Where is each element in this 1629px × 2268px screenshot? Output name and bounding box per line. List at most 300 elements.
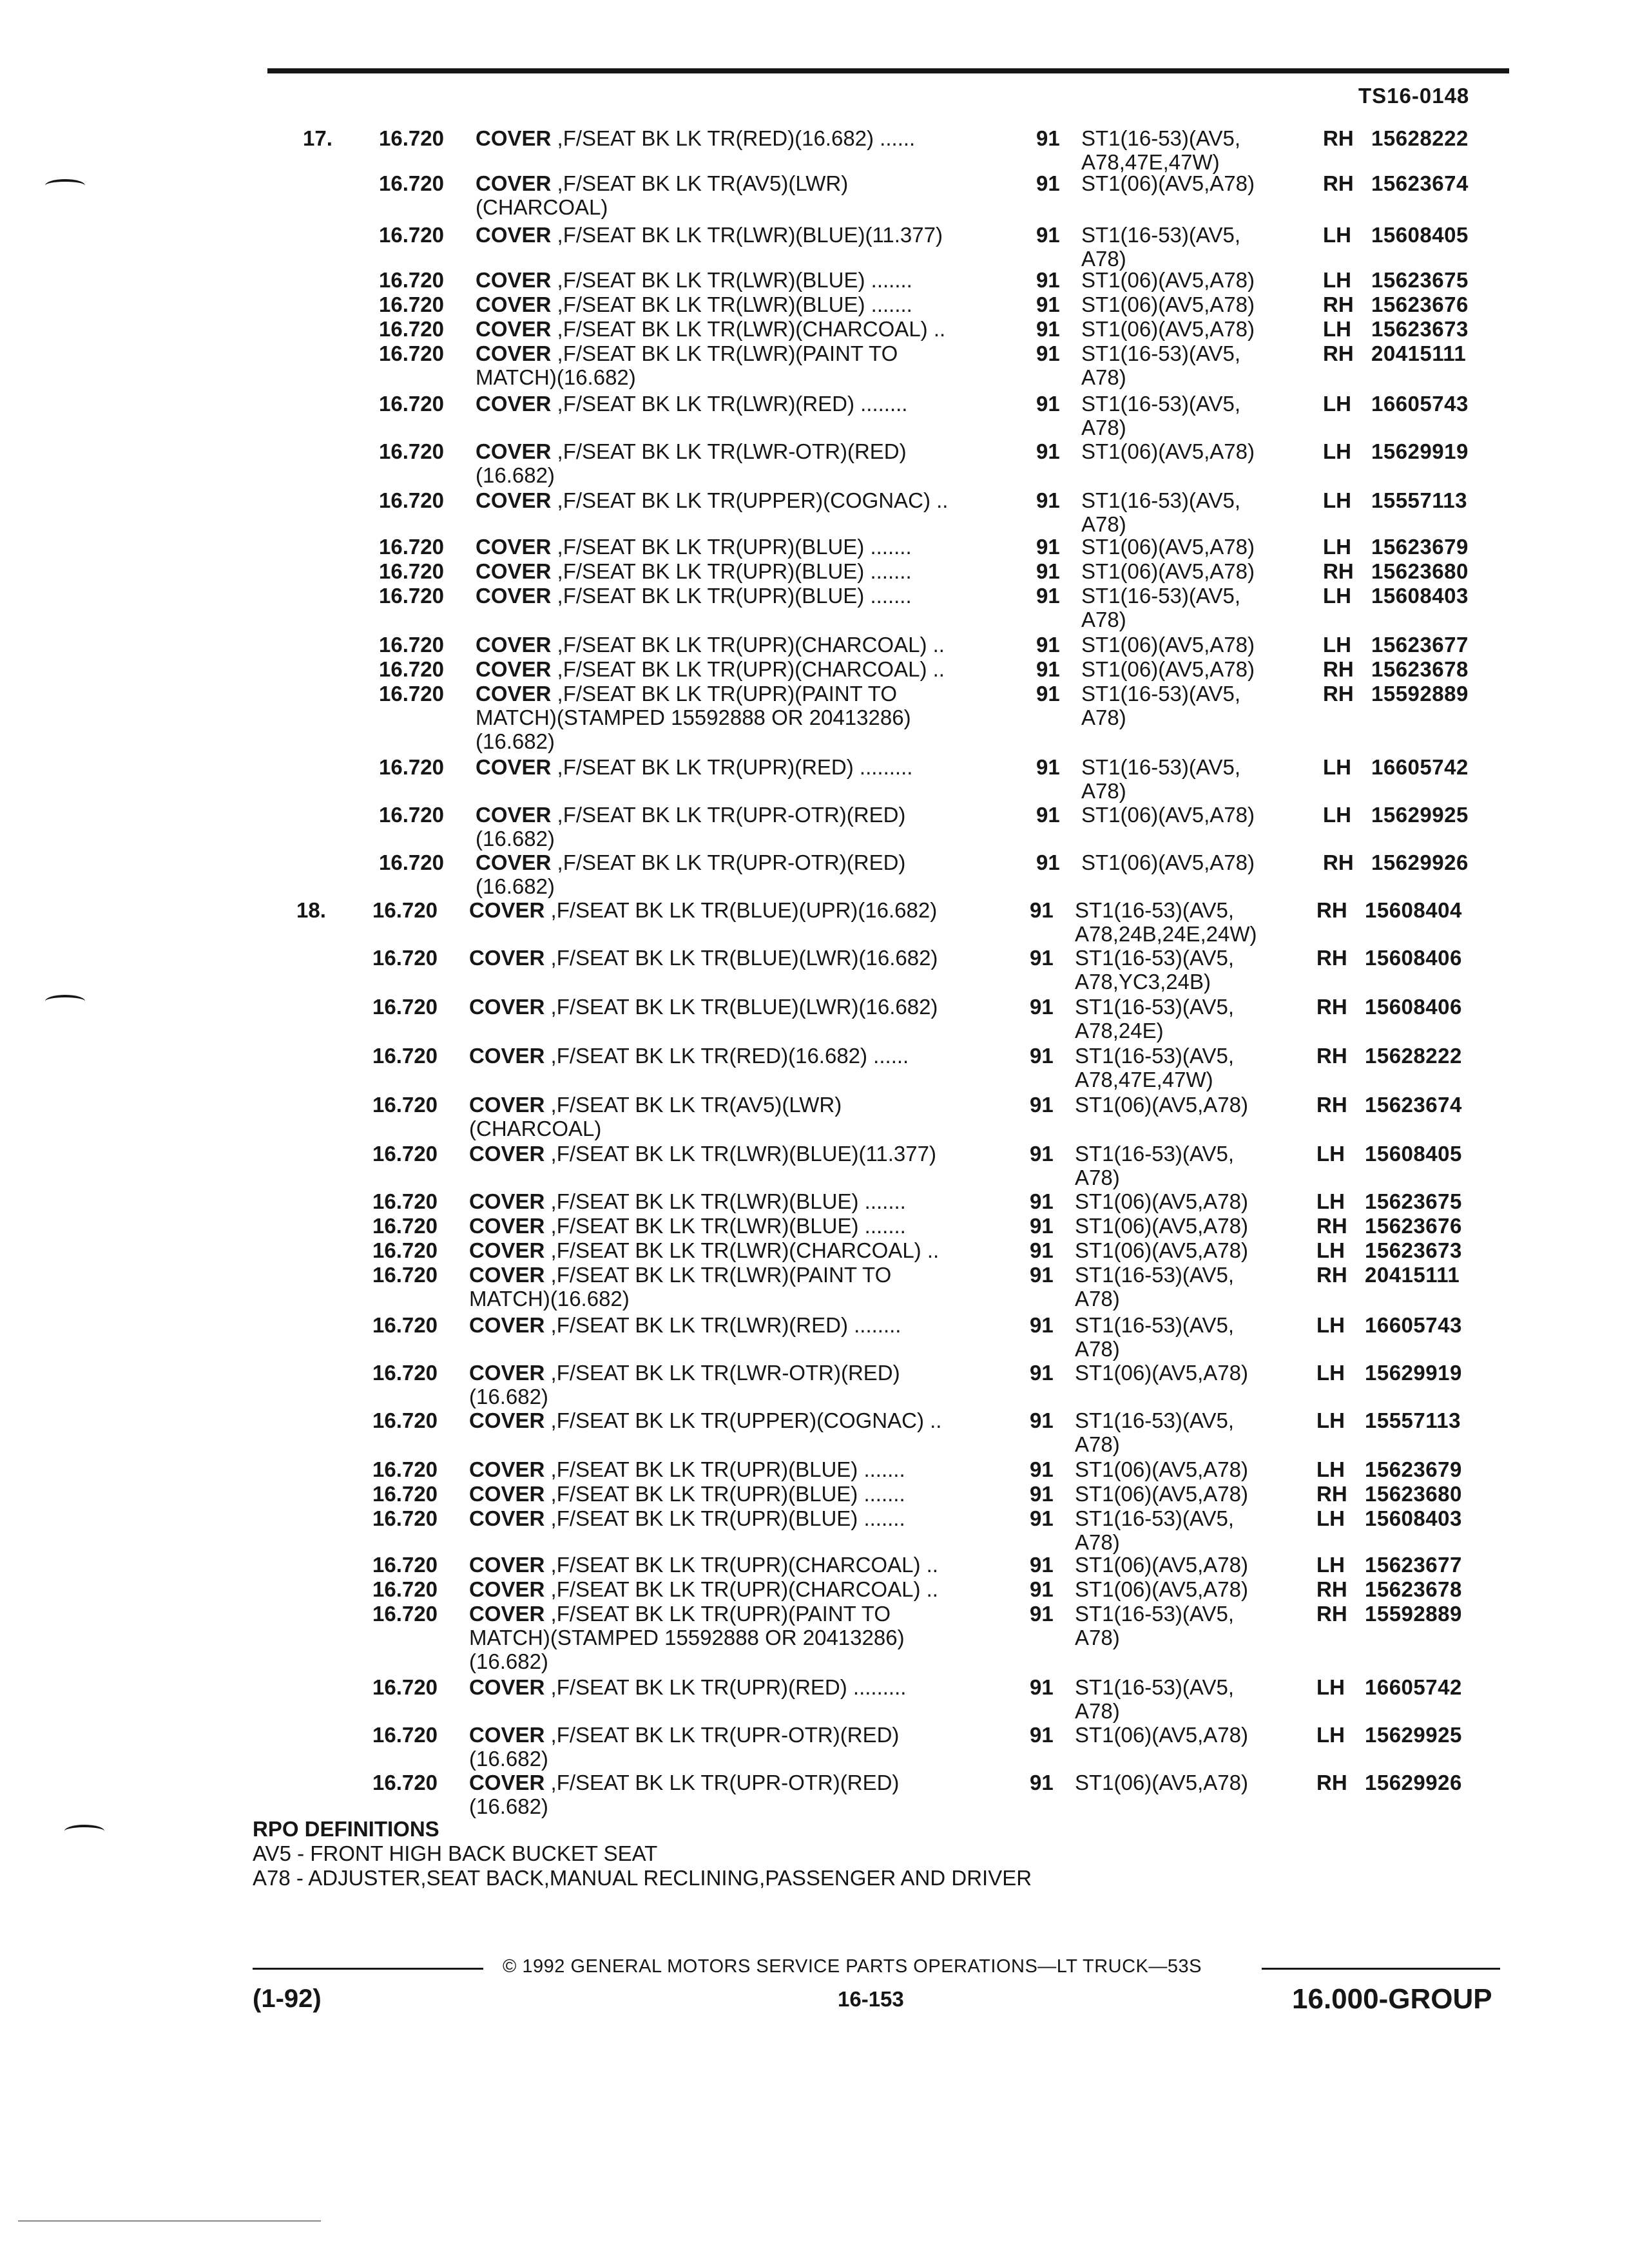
description-keyword: COVER <box>476 633 552 657</box>
side: LH <box>1323 535 1351 559</box>
usage-code: ST1(06)(AV5,A78) <box>1081 559 1255 583</box>
quantity: 91 <box>1030 1044 1054 1068</box>
reference-number: 16.720 <box>372 1602 438 1626</box>
part-number: 15623675 <box>1365 1189 1462 1213</box>
footer-date: (1-92) <box>253 1984 322 2013</box>
reference-number: 16.720 <box>379 293 444 316</box>
quantity: 91 <box>1030 946 1054 970</box>
side: RH <box>1323 682 1354 706</box>
reference-number: 16.720 <box>379 126 444 150</box>
side: RH <box>1323 850 1354 874</box>
table-row <box>296 1553 1494 1577</box>
part-description <box>476 803 1036 850</box>
usage-code: ST1(06)(AV5,A78) <box>1075 1189 1248 1213</box>
usage-code: ST1(16-53)(AV5, A78,24E) <box>1075 995 1234 1043</box>
part-number: 15557113 <box>1371 488 1468 512</box>
quantity: 91 <box>1030 1238 1054 1262</box>
usage-code: ST1(16-53)(AV5, A78) <box>1075 1506 1234 1554</box>
quantity: 91 <box>1036 439 1060 463</box>
reference-number: 16.720 <box>372 898 438 922</box>
description-keyword: COVER <box>476 439 552 463</box>
reference-number: 16.720 <box>379 223 444 247</box>
quantity: 91 <box>1036 633 1060 657</box>
part-number: 16605742 <box>1365 1675 1462 1699</box>
side: LH <box>1316 1675 1345 1699</box>
usage-code: ST1(06)(AV5,A78) <box>1081 293 1255 316</box>
description-text: ,F/SEAT BK LK TR(UPR)(RED) ......... <box>551 755 913 779</box>
table-row <box>296 1723 1494 1771</box>
part-number: 15608404 <box>1365 898 1462 922</box>
description-keyword: COVER <box>469 1093 545 1117</box>
side: LH <box>1316 1313 1345 1337</box>
quantity: 91 <box>1036 850 1060 874</box>
part-number: 15608405 <box>1365 1142 1462 1166</box>
part-description <box>469 1506 1030 1530</box>
quantity: 91 <box>1030 995 1054 1019</box>
reference-number: 16.720 <box>372 1214 438 1238</box>
description-keyword: COVER <box>469 1482 545 1506</box>
description-keyword: COVER <box>469 1675 545 1699</box>
reference-number: 16.720 <box>372 1675 438 1699</box>
description-keyword: COVER <box>469 1361 545 1385</box>
side: RH <box>1323 657 1354 681</box>
part-number: 15557113 <box>1365 1408 1461 1432</box>
description-keyword: COVER <box>476 850 552 874</box>
usage-code: ST1(06)(AV5,A78) <box>1075 1457 1248 1481</box>
side: LH <box>1316 1553 1345 1577</box>
group-label: 16.000-GROUP <box>1292 1983 1492 2015</box>
reference-number: 16.720 <box>379 535 444 559</box>
description-text: ,F/SEAT BK LK TR(LWR)(CHARCOAL) .. <box>545 1238 940 1262</box>
reference-number: 16.720 <box>372 1771 438 1794</box>
quantity: 91 <box>1036 803 1060 827</box>
part-number: 15608406 <box>1365 995 1462 1019</box>
part-description <box>469 1044 1030 1068</box>
quantity: 91 <box>1030 1553 1054 1577</box>
figure-number: 17. <box>303 126 333 150</box>
part-description <box>476 293 1036 316</box>
description-text: ,F/SEAT BK LK TR(UPR-OTR)(RED) (16.682) <box>469 1723 900 1771</box>
description-text: ,F/SEAT BK LK TR(LWR)(RED) ........ <box>545 1313 901 1337</box>
part-number: 15623678 <box>1365 1577 1462 1601</box>
document-code: TS16-0148 <box>1358 84 1470 108</box>
part-number: 15628222 <box>1365 1044 1462 1068</box>
side: LH <box>1323 223 1351 247</box>
bottom-rule <box>18 2220 321 2222</box>
description-text: ,F/SEAT BK LK TR(LWR)(BLUE) ....... <box>545 1214 906 1238</box>
description-keyword: COVER <box>469 1313 545 1337</box>
reference-number: 16.720 <box>379 850 444 874</box>
side: RH <box>1323 171 1354 195</box>
description-text: ,F/SEAT BK LK TR(LWR)(CHARCOAL) .. <box>551 317 946 341</box>
part-description <box>469 1602 1030 1673</box>
table-row <box>303 535 1500 559</box>
description-keyword: COVER <box>469 1189 545 1213</box>
part-number: 15629926 <box>1365 1771 1462 1794</box>
description-text: ,F/SEAT BK LK TR(LWR)(BLUE) ....... <box>551 268 912 292</box>
reference-number: 16.720 <box>379 317 444 341</box>
reference-number: 16.720 <box>379 584 444 608</box>
part-number: 16605743 <box>1365 1313 1462 1337</box>
description-text: ,F/SEAT BK LK TR(UPR)(RED) ......... <box>545 1675 907 1699</box>
quantity: 91 <box>1030 1675 1054 1699</box>
description-text: ,F/SEAT BK LK TR(LWR)(PAINT TO MATCH)(16.682) <box>469 1263 892 1311</box>
side: RH <box>1323 293 1354 316</box>
part-number: 15623678 <box>1371 657 1469 681</box>
part-description <box>476 633 1036 657</box>
description-text: ,F/SEAT BK LK TR(AV5)(LWR) (CHARCOAL) <box>476 171 849 219</box>
table-row <box>303 584 1500 631</box>
table-row <box>296 1214 1494 1238</box>
side: RH <box>1316 946 1347 970</box>
part-number: 20415111 <box>1371 341 1467 365</box>
usage-code: ST1(16-53)(AV5, A78) <box>1081 584 1240 631</box>
reference-number: 16.720 <box>379 682 444 706</box>
quantity: 91 <box>1030 1093 1054 1117</box>
quantity: 91 <box>1030 1313 1054 1337</box>
part-description <box>469 995 1030 1019</box>
side: LH <box>1316 1457 1345 1481</box>
part-description <box>476 223 1036 247</box>
usage-code: ST1(06)(AV5,A78) <box>1075 1361 1248 1385</box>
quantity: 91 <box>1030 1408 1054 1432</box>
reference-number: 16.720 <box>379 171 444 195</box>
description-text: ,F/SEAT BK LK TR(UPR)(CHARCOAL) .. <box>545 1577 938 1601</box>
rpo-line: AV5 - FRONT HIGH BACK BUCKET SEAT <box>253 1841 658 1865</box>
reference-number: 16.720 <box>372 1263 438 1287</box>
table-row <box>296 898 1494 946</box>
usage-code: ST1(06)(AV5,A78) <box>1081 657 1255 681</box>
reference-number: 16.720 <box>379 755 444 779</box>
reference-number: 16.720 <box>372 1723 438 1747</box>
description-text: ,F/SEAT BK LK TR(UPR)(BLUE) ....... <box>551 535 912 559</box>
reference-number: 16.720 <box>379 439 444 463</box>
part-number: 15623677 <box>1365 1553 1462 1577</box>
side: RH <box>1316 995 1347 1019</box>
part-number: 15592889 <box>1365 1602 1462 1626</box>
side: RH <box>1316 1602 1347 1626</box>
reference-number: 16.720 <box>372 1482 438 1506</box>
description-keyword: COVER <box>469 1457 545 1481</box>
part-number: 15629919 <box>1365 1361 1462 1385</box>
quantity: 91 <box>1030 1214 1054 1238</box>
side: LH <box>1323 803 1351 827</box>
quantity: 91 <box>1030 1602 1054 1626</box>
description-text: ,F/SEAT BK LK TR(LWR)(RED) ........ <box>551 392 908 416</box>
part-description <box>469 946 1030 970</box>
quantity: 91 <box>1030 1142 1054 1166</box>
usage-code: ST1(16-53)(AV5, A78) <box>1075 1675 1234 1723</box>
reference-number: 16.720 <box>372 1189 438 1213</box>
margin-mark <box>45 179 85 192</box>
part-description <box>476 268 1036 292</box>
part-number: 15629925 <box>1365 1723 1462 1747</box>
description-text: ,F/SEAT BK LK TR(BLUE)(LWR)(16.682) <box>545 995 938 1019</box>
part-description <box>476 341 1036 389</box>
description-text: ,F/SEAT BK LK TR(UPPER)(COGNAC) .. <box>545 1408 942 1432</box>
part-description <box>469 1361 1030 1408</box>
part-number: 15623674 <box>1371 171 1469 195</box>
part-description <box>476 439 1036 487</box>
quantity: 91 <box>1036 126 1060 150</box>
description-keyword: COVER <box>476 341 552 365</box>
figure-number: 18. <box>296 898 326 922</box>
margin-mark <box>45 995 85 1008</box>
description-keyword: COVER <box>476 755 552 779</box>
description-text: ,F/SEAT BK LK TR(UPR)(PAINT TO MATCH)(STAMPED 15592888 OR 20413286) (16.682) <box>469 1602 905 1673</box>
usage-code: ST1(16-53)(AV5, A78) <box>1081 392 1240 439</box>
part-number: 15608405 <box>1371 223 1469 247</box>
usage-code: ST1(16-53)(AV5, A78,47E,47W) <box>1081 126 1240 174</box>
part-number: 15629926 <box>1371 850 1469 874</box>
side: LH <box>1323 488 1351 512</box>
description-keyword: COVER <box>469 898 545 922</box>
description-keyword: COVER <box>476 682 552 706</box>
description-keyword: COVER <box>476 488 552 512</box>
reference-number: 16.720 <box>372 1506 438 1530</box>
usage-code: ST1(06)(AV5,A78) <box>1081 633 1255 657</box>
reference-number: 16.720 <box>379 341 444 365</box>
description-text: ,F/SEAT BK LK TR(UPR)(BLUE) ....... <box>545 1482 905 1506</box>
quantity: 91 <box>1030 1457 1054 1481</box>
reference-number: 16.720 <box>372 1142 438 1166</box>
usage-code: ST1(16-53)(AV5, A78,YC3,24B) <box>1075 946 1234 994</box>
description-keyword: COVER <box>476 268 552 292</box>
table-row <box>303 317 1500 341</box>
part-description <box>476 392 1036 416</box>
part-number: 15623673 <box>1371 317 1469 341</box>
part-description <box>469 1263 1030 1311</box>
quantity: 91 <box>1036 682 1060 706</box>
quantity: 91 <box>1036 559 1060 583</box>
reference-number: 16.720 <box>372 1457 438 1481</box>
part-number: 15623680 <box>1371 559 1469 583</box>
reference-number: 16.720 <box>379 559 444 583</box>
side: LH <box>1323 633 1351 657</box>
table-row <box>296 1093 1494 1140</box>
table-row <box>303 341 1500 389</box>
part-description <box>476 317 1036 341</box>
usage-code: ST1(06)(AV5,A78) <box>1075 1553 1248 1577</box>
part-description <box>469 898 1030 922</box>
description-keyword: COVER <box>476 559 552 583</box>
part-number: 15629919 <box>1371 439 1469 463</box>
table-row <box>303 682 1500 753</box>
side: LH <box>1316 1361 1345 1385</box>
part-number: 15623677 <box>1371 633 1469 657</box>
table-row <box>296 1506 1494 1554</box>
footer-rule-left <box>253 1968 483 1970</box>
reference-number: 16.720 <box>379 268 444 292</box>
description-text: ,F/SEAT BK LK TR(UPR)(PAINT TO MATCH)(STAMPED 15592888 OR 20413286) (16.682) <box>476 682 911 753</box>
part-number: 15623679 <box>1371 535 1469 559</box>
part-description <box>469 1457 1030 1481</box>
rpo-definitions <box>253 1817 1032 1890</box>
reference-number: 16.720 <box>379 657 444 681</box>
description-text: ,F/SEAT BK LK TR(LWR-OTR)(RED) (16.682) <box>476 439 907 487</box>
description-text: ,F/SEAT BK LK TR(UPR)(CHARCOAL) .. <box>551 657 945 681</box>
part-description <box>476 559 1036 583</box>
description-text: ,F/SEAT BK LK TR(LWR)(BLUE)(11.377) <box>551 223 943 247</box>
description-keyword: COVER <box>476 803 552 827</box>
reference-number: 16.720 <box>372 1361 438 1385</box>
description-text: ,F/SEAT BK LK TR(UPR)(CHARCOAL) .. <box>551 633 945 657</box>
part-description <box>469 1214 1030 1238</box>
part-number: 15623676 <box>1371 293 1469 316</box>
table-row <box>303 439 1500 487</box>
description-text: ,F/SEAT BK LK TR(RED)(16.682) ...... <box>545 1044 909 1068</box>
table-row <box>296 946 1494 994</box>
usage-code: ST1(06)(AV5,A78) <box>1075 1577 1248 1601</box>
description-text: ,F/SEAT BK LK TR(LWR)(BLUE)(11.377) <box>545 1142 936 1166</box>
table-row <box>303 633 1500 657</box>
description-keyword: COVER <box>476 657 552 681</box>
part-number: 16605743 <box>1371 392 1469 416</box>
description-text: ,F/SEAT BK LK TR(UPR)(BLUE) ....... <box>551 584 912 608</box>
usage-code: ST1(16-53)(AV5, A78) <box>1081 682 1240 729</box>
description-keyword: COVER <box>469 1044 545 1068</box>
part-description <box>469 1482 1030 1506</box>
part-number: 15623674 <box>1365 1093 1462 1117</box>
side: LH <box>1323 317 1351 341</box>
side: RH <box>1323 126 1354 150</box>
part-description <box>476 850 1036 898</box>
part-description <box>469 1577 1030 1601</box>
usage-code: ST1(16-53)(AV5, A78) <box>1081 223 1240 271</box>
quantity: 91 <box>1030 1482 1054 1506</box>
reference-number: 16.720 <box>372 1408 438 1432</box>
usage-code: ST1(16-53)(AV5, A78) <box>1081 488 1240 536</box>
footer-copyright: © 1992 GENERAL MOTORS SERVICE PARTS OPERATIONS—LT TRUCK—53S <box>503 1956 1202 1977</box>
table-row <box>303 392 1500 439</box>
part-description <box>476 126 1036 150</box>
description-keyword: COVER <box>476 293 552 316</box>
part-description <box>469 1142 1030 1166</box>
rpo-line: A78 - ADJUSTER,SEAT BACK,MANUAL RECLINING,PASSENGER AND DRIVER <box>253 1866 1032 1890</box>
side: LH <box>1316 1408 1345 1432</box>
quantity: 91 <box>1036 535 1060 559</box>
description-keyword: COVER <box>469 1553 545 1577</box>
side: RH <box>1316 1771 1347 1794</box>
side: RH <box>1316 898 1347 922</box>
description-text: ,F/SEAT BK LK TR(LWR)(PAINT TO MATCH)(16.682) <box>476 341 898 389</box>
usage-code: ST1(16-53)(AV5, A78) <box>1075 1263 1234 1311</box>
table-row <box>296 1602 1494 1673</box>
description-keyword: COVER <box>476 171 552 195</box>
page-number: 16-153 <box>838 1987 904 2011</box>
table-row <box>303 657 1500 681</box>
part-number: 15623675 <box>1371 268 1469 292</box>
table-row <box>303 171 1500 219</box>
usage-code: ST1(06)(AV5,A78) <box>1081 850 1255 874</box>
description-text: ,F/SEAT BK LK TR(UPR)(CHARCOAL) .. <box>545 1553 938 1577</box>
table-row <box>296 1189 1494 1213</box>
table-row <box>303 488 1500 536</box>
usage-code: ST1(06)(AV5,A78) <box>1081 535 1255 559</box>
reference-number: 16.720 <box>372 1238 438 1262</box>
part-description <box>476 755 1036 779</box>
part-description <box>476 171 1036 219</box>
table-row <box>303 126 1500 174</box>
description-keyword: COVER <box>469 1723 545 1747</box>
table-row <box>296 1142 1494 1189</box>
part-description <box>469 1553 1030 1577</box>
side: RH <box>1316 1214 1347 1238</box>
side: LH <box>1316 1238 1345 1262</box>
part-number: 15608403 <box>1365 1506 1462 1530</box>
description-text: ,F/SEAT BK LK TR(BLUE)(UPR)(16.682) <box>545 898 938 922</box>
usage-code: ST1(06)(AV5,A78) <box>1075 1238 1248 1262</box>
reference-number: 16.720 <box>372 1093 438 1117</box>
reference-number: 16.720 <box>372 1313 438 1337</box>
reference-number: 16.720 <box>379 488 444 512</box>
usage-code: ST1(06)(AV5,A78) <box>1081 268 1255 292</box>
footer-rule-right <box>1262 1968 1500 1970</box>
side: RH <box>1316 1263 1347 1287</box>
description-keyword: COVER <box>469 1263 545 1287</box>
table-row <box>303 268 1500 292</box>
top-rule <box>267 68 1509 73</box>
part-number: 15623673 <box>1365 1238 1462 1262</box>
quantity: 91 <box>1030 898 1054 922</box>
usage-code: ST1(16-53)(AV5, A78) <box>1081 341 1240 389</box>
side: RH <box>1316 1044 1347 1068</box>
description-text: ,F/SEAT BK LK TR(UPR-OTR)(RED) (16.682) <box>476 803 906 850</box>
side: LH <box>1323 584 1351 608</box>
part-description <box>469 1238 1030 1262</box>
description-text: ,F/SEAT BK LK TR(LWR)(BLUE) ....... <box>551 293 912 316</box>
part-description <box>469 1408 1030 1432</box>
description-text: ,F/SEAT BK LK TR(RED)(16.682) ...... <box>551 126 916 150</box>
description-keyword: COVER <box>469 1408 545 1432</box>
description-keyword: COVER <box>476 317 552 341</box>
part-description <box>469 1313 1030 1337</box>
quantity: 91 <box>1030 1771 1054 1794</box>
side: LH <box>1323 755 1351 779</box>
side: LH <box>1323 268 1351 292</box>
part-number: 16605742 <box>1371 755 1469 779</box>
description-text: ,F/SEAT BK LK TR(LWR-OTR)(RED) (16.682) <box>469 1361 900 1408</box>
quantity: 91 <box>1036 171 1060 195</box>
part-number: 15629925 <box>1371 803 1469 827</box>
quantity: 91 <box>1036 341 1060 365</box>
quantity: 91 <box>1036 392 1060 416</box>
quantity: 91 <box>1036 657 1060 681</box>
part-number: 15623679 <box>1365 1457 1462 1481</box>
description-keyword: COVER <box>469 1771 545 1794</box>
side: LH <box>1323 439 1351 463</box>
description-keyword: COVER <box>476 535 552 559</box>
side: LH <box>1316 1506 1345 1530</box>
quantity: 91 <box>1036 317 1060 341</box>
table-row <box>296 1263 1494 1311</box>
quantity: 91 <box>1036 268 1060 292</box>
rpo-title: RPO DEFINITIONS <box>253 1817 439 1841</box>
quantity: 91 <box>1036 488 1060 512</box>
reference-number: 16.720 <box>372 995 438 1019</box>
table-row <box>296 1771 1494 1818</box>
table-row <box>296 1044 1494 1091</box>
side: RH <box>1316 1482 1347 1506</box>
reference-number: 16.720 <box>372 1553 438 1577</box>
reference-number: 16.720 <box>379 392 444 416</box>
margin-mark <box>64 1825 104 1838</box>
table-row <box>303 293 1500 316</box>
part-number: 15608406 <box>1365 946 1462 970</box>
description-keyword: COVER <box>476 126 552 150</box>
description-text: ,F/SEAT BK LK TR(AV5)(LWR) (CHARCOAL) <box>469 1093 842 1140</box>
quantity: 91 <box>1036 755 1060 779</box>
